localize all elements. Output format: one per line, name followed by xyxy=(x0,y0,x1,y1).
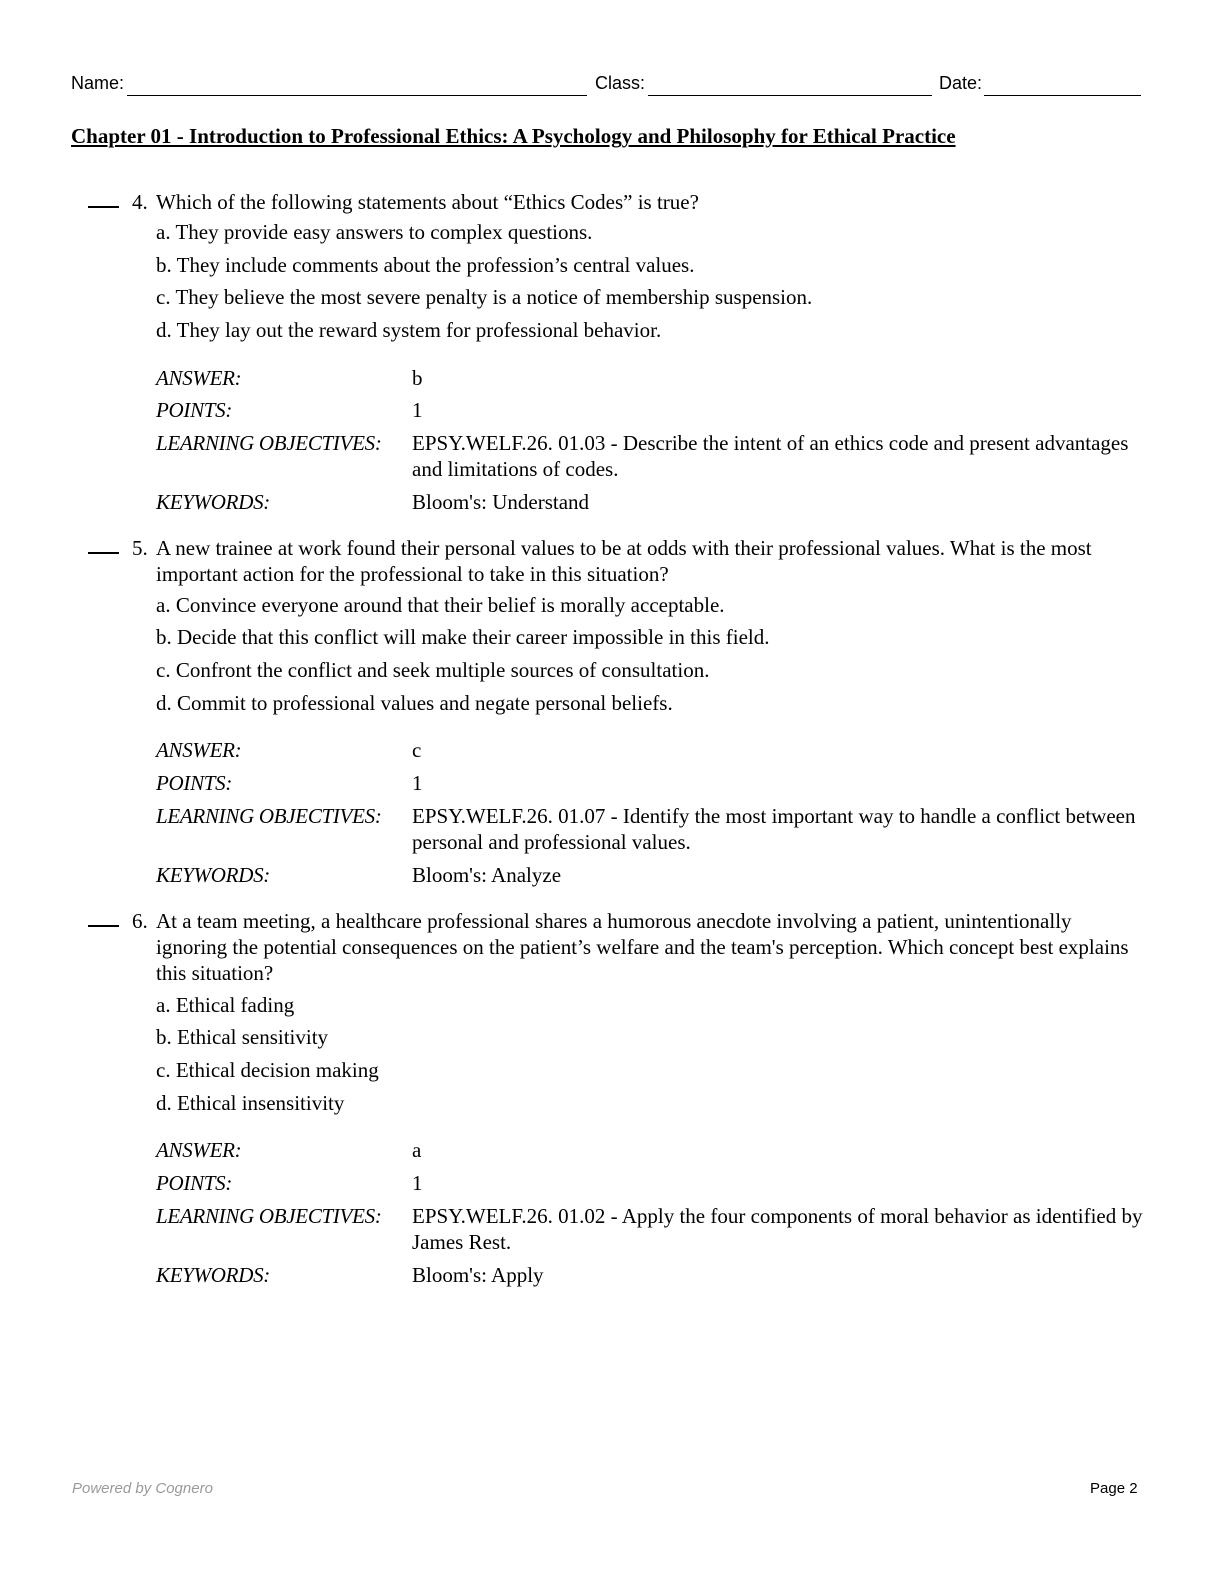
answer-value: b xyxy=(412,366,423,390)
points-value: 1 xyxy=(412,398,423,422)
answer-option: d. Commit to professional values and negate personal beliefs. xyxy=(156,691,673,715)
keywords-label: KEYWORDS: xyxy=(156,1263,270,1287)
points-value: 1 xyxy=(412,1171,423,1195)
answer-blank xyxy=(88,206,119,208)
question-text: At a team meeting, a healthcare professional shares a humorous anecdote involving a patient, unintentionally ignoring the potential consequences on the patient’s welfare and the team's perception. Which concept best explains this situation? xyxy=(156,909,1129,985)
points-label: POINTS: xyxy=(156,398,233,422)
answer-value: c xyxy=(412,738,422,762)
points-label: POINTS: xyxy=(156,1171,233,1195)
answer-option: c. Confront the conflict and seek multiple sources of consultation. xyxy=(156,658,710,682)
learning-objectives-value: EPSY.WELF.26. 01.02 - Apply the four components of moral behavior as identified by James Rest. xyxy=(412,1204,1143,1254)
student-info-header xyxy=(71,70,1141,98)
answer-label: ANSWER: xyxy=(156,1138,242,1162)
points-value: 1 xyxy=(412,771,423,795)
answer-option: c. They believe the most severe penalty is a notice of membership suspension. xyxy=(156,285,813,309)
answer-option: b. Decide that this conflict will make their career impossible in this field. xyxy=(156,625,770,649)
class-label: Class: xyxy=(595,73,646,93)
learning-objectives-label: LEARNING OBJECTIVES: xyxy=(156,804,382,828)
footer-brand: Powered by Cognero xyxy=(72,1480,213,1497)
answer-blank xyxy=(88,552,119,554)
keywords-label: KEYWORDS: xyxy=(156,863,270,887)
name-label: Name: xyxy=(71,73,125,93)
learning-objectives-value: EPSY.WELF.26. 01.07 - Identify the most important way to handle a conflict between personal and professional values. xyxy=(412,804,1136,854)
chapter-title: Chapter 01 - Introduction to Professional Ethics: A Psychology and Philosophy for Ethical Practice xyxy=(71,124,956,148)
learning-objectives-value: EPSY.WELF.26. 01.03 - Describe the intent of an ethics code and present advantages and limitations of codes. xyxy=(412,431,1129,481)
class-blank-line xyxy=(648,95,932,96)
keywords-label: KEYWORDS: xyxy=(156,490,270,514)
keywords-value: Bloom's: Apply xyxy=(412,1263,544,1287)
question-number: 5. xyxy=(132,536,148,560)
answer-label: ANSWER: xyxy=(156,366,242,390)
page-number: Page 2 xyxy=(1090,1480,1138,1497)
answer-option: d. Ethical insensitivity xyxy=(156,1091,345,1115)
answer-option: a. They provide easy answers to complex questions. xyxy=(156,220,593,244)
answer-option: d. They lay out the reward system for professional behavior. xyxy=(156,318,662,342)
question-text: A new trainee at work found their personal values to be at odds with their professional values. What is the most important action for the professional to take in this situation? xyxy=(156,536,1092,586)
question-text: Which of the following statements about “Ethics Codes” is true? xyxy=(156,190,699,214)
learning-objectives-label: LEARNING OBJECTIVES: xyxy=(156,431,382,455)
answer-option: a. Ethical fading xyxy=(156,993,295,1017)
name-blank-line xyxy=(127,95,587,96)
points-label: POINTS: xyxy=(156,771,233,795)
answer-option: a. Convince everyone around that their belief is morally acceptable. xyxy=(156,593,725,617)
question-number: 4. xyxy=(132,190,148,214)
keywords-value: Bloom's: Understand xyxy=(412,490,590,514)
learning-objectives-label: LEARNING OBJECTIVES: xyxy=(156,1204,382,1228)
answer-blank xyxy=(88,925,119,927)
answer-label: ANSWER: xyxy=(156,738,242,762)
answer-value: a xyxy=(412,1138,422,1162)
keywords-value: Bloom's: Analyze xyxy=(412,863,562,887)
answer-option: b. Ethical sensitivity xyxy=(156,1025,329,1049)
answer-option: c. Ethical decision making xyxy=(156,1058,379,1082)
question-number: 6. xyxy=(132,909,148,933)
answer-option: b. They include comments about the profession’s central values. xyxy=(156,253,695,277)
date-label: Date: xyxy=(939,73,983,93)
date-blank-line xyxy=(984,95,1141,96)
